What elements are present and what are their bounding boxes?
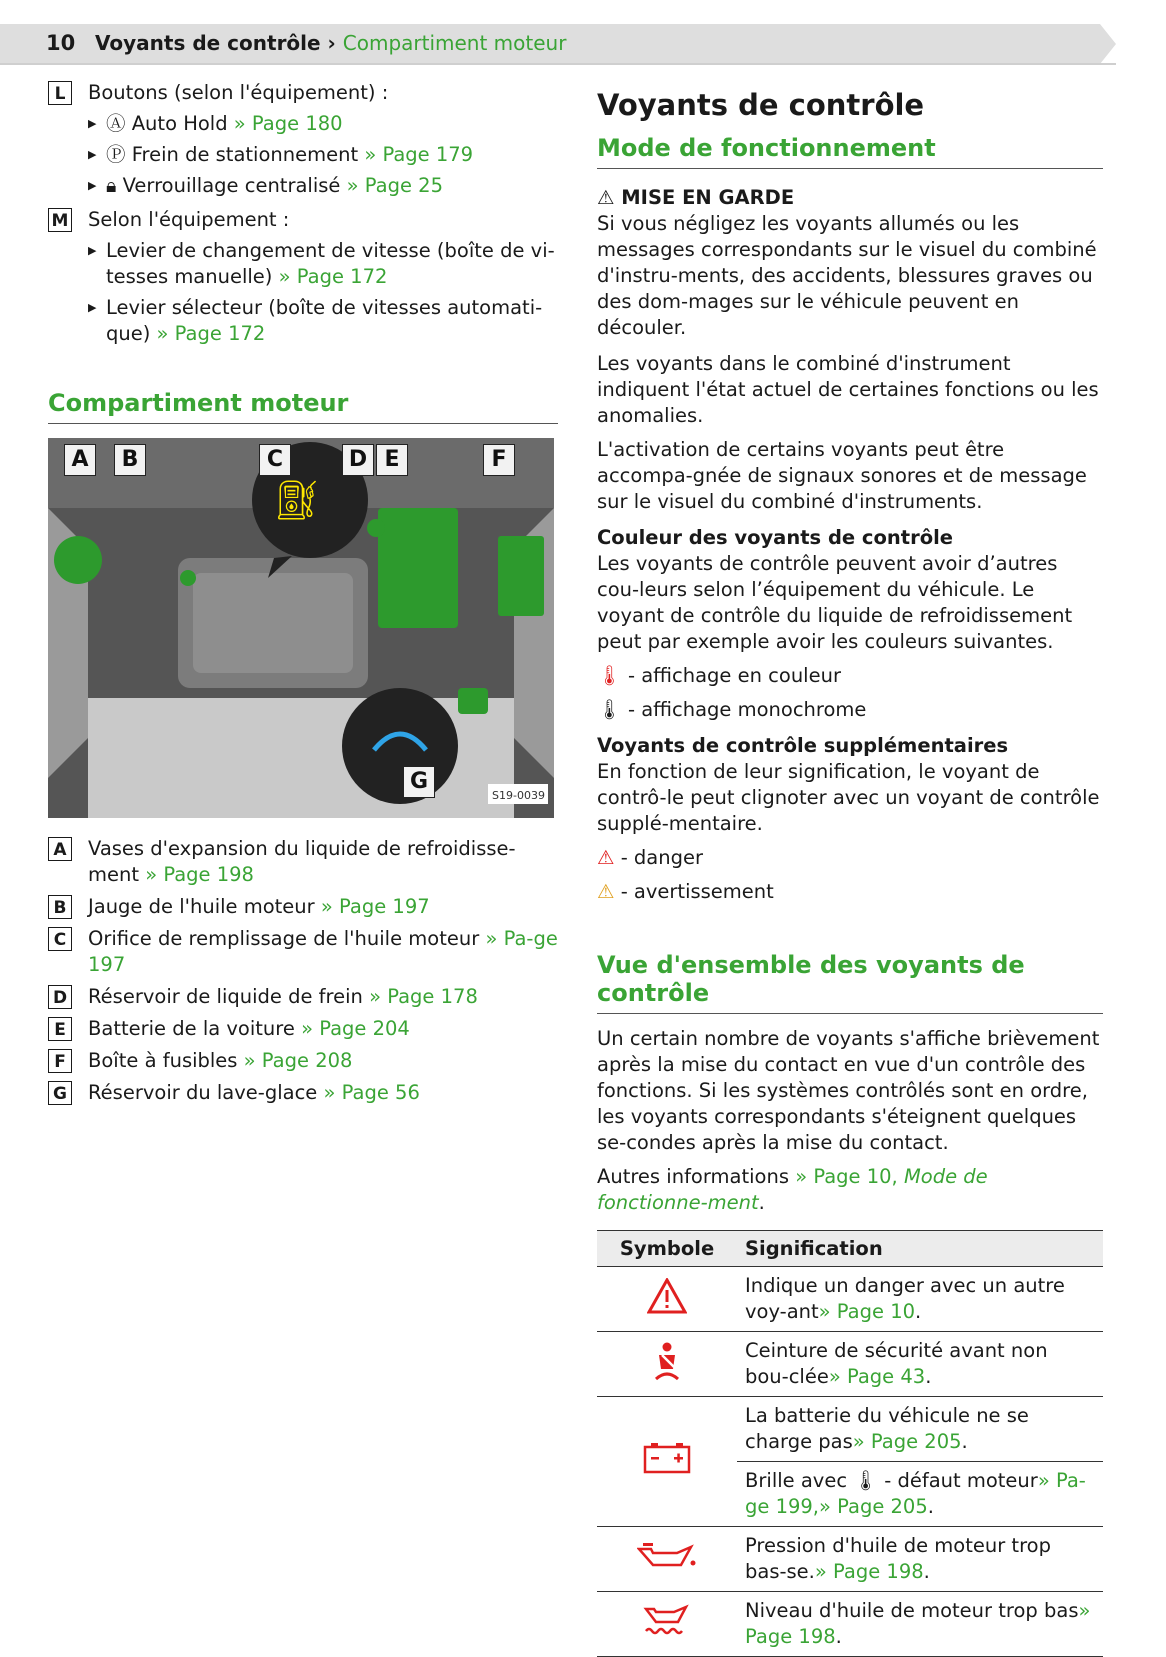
lock-icon: 🔒︎	[106, 174, 117, 197]
page-link[interactable]: » Page 56	[323, 1081, 420, 1104]
page-link[interactable]: » Page 197	[320, 895, 430, 918]
left-column	[48, 80, 558, 1112]
cell-end: .	[961, 1430, 968, 1453]
page-link[interactable]: » Page 172	[278, 265, 388, 288]
color-item	[597, 697, 1103, 723]
parking-brake-icon: Ⓟ	[106, 143, 126, 166]
legend-C	[48, 926, 558, 978]
legend-label: F	[48, 1049, 72, 1073]
engine-illustration	[48, 438, 554, 818]
main-title: Voyants de contrôle	[597, 88, 925, 122]
svg-text:⛽︎: ⛽︎	[273, 478, 322, 522]
legend-text: Selon l'équipement :	[88, 208, 290, 231]
legend-label: M	[48, 208, 72, 232]
legend-text: Boîte à fusibles	[88, 1049, 238, 1072]
cell-end: .	[915, 1300, 922, 1323]
table-cell	[737, 1527, 1103, 1592]
header-underline	[0, 63, 1116, 65]
more-prefix: Autres informations	[597, 1165, 789, 1188]
page-link[interactable]: » Page 172	[156, 322, 266, 345]
engine-figure	[48, 438, 554, 818]
chapter-title: Voyants de contrôle ›	[95, 31, 336, 55]
page-title	[95, 31, 566, 55]
oil-pressure-icon	[597, 1527, 737, 1592]
page-link[interactable]: » Page 180	[233, 112, 343, 135]
figure-tag-B: B	[114, 444, 146, 476]
cell-text: Niveau d'huile de moteur trop bas	[745, 1599, 1079, 1622]
legend-label: C	[48, 927, 72, 951]
cell-end: .	[835, 1625, 842, 1648]
table-row	[597, 1527, 1103, 1592]
legend-text: Batterie de la voiture	[88, 1017, 295, 1040]
battery-icon	[597, 1397, 737, 1527]
symbol-table	[597, 1230, 1103, 1657]
section-title: Vue d'ensemble des voyants de contrôle	[597, 951, 1103, 1014]
danger-triangle-icon	[597, 1267, 737, 1332]
page-link[interactable]: » Pa-ge 197	[88, 927, 558, 976]
list-item	[88, 238, 558, 290]
cell-text: Ceinture de sécurité avant non bou-clée	[745, 1339, 1048, 1388]
figure-tag-D: D	[342, 444, 374, 476]
header-arrow	[1100, 24, 1116, 64]
legend-D	[48, 984, 558, 1010]
page-link-italic[interactable]: Mode de fonctionne-ment	[597, 1165, 988, 1214]
item-text: - avertissement	[620, 880, 774, 903]
supp-item	[597, 879, 1103, 905]
legend-label: D	[48, 985, 72, 1009]
table-header	[597, 1231, 1103, 1267]
table-cell	[737, 1397, 1103, 1462]
list-item	[88, 111, 558, 137]
legend-G	[48, 1080, 558, 1106]
warning-icon: ⚠︎	[597, 880, 615, 903]
page-link[interactable]: » Page 178	[369, 985, 478, 1008]
legend-label: L	[48, 81, 72, 105]
warning-heading	[597, 185, 1103, 211]
page-link[interactable]: » Page 25	[346, 174, 443, 197]
auto-hold-icon: Ⓐ	[106, 112, 126, 135]
list-item	[88, 142, 558, 168]
figure-tag-G: G	[403, 766, 435, 798]
more-end: .	[758, 1191, 765, 1214]
table-row	[597, 1397, 1103, 1462]
coolant-mono-icon: 🌡︎	[853, 1469, 879, 1492]
page-link[interactable]: » Page 204	[301, 1017, 410, 1040]
page-link[interactable]: » Page 43	[828, 1365, 926, 1388]
table-cell	[737, 1267, 1103, 1332]
seatbelt-icon	[597, 1332, 737, 1397]
item-text: Levier sélecteur (boîte de vitesses automati-que)	[106, 296, 543, 345]
legend-L	[48, 80, 558, 199]
legend-label: G	[48, 1081, 72, 1105]
supp-item	[597, 845, 1103, 871]
subheading: Voyants de contrôle supplémentaires	[597, 734, 1009, 757]
paragraph: En fonction de leur signification, le voyant de contrô-le peut clignoter avec un voyant de contrôle supplé-mentaire.	[597, 760, 1100, 835]
page-link[interactable]: » Page 198	[145, 863, 254, 886]
page-number: 10	[46, 31, 76, 55]
item-text: Levier de changement de vitesse (boîte de vi-tesses manuelle)	[106, 239, 555, 288]
legend-list	[48, 836, 558, 1106]
color-item	[597, 663, 1103, 689]
cell-text: Indique un danger avec un autre voy-ant	[745, 1274, 1065, 1323]
table-cell	[737, 1332, 1103, 1397]
page-link[interactable]: » Page 205	[852, 1430, 962, 1453]
column-header: Symbole	[597, 1231, 737, 1267]
legend-label: A	[48, 837, 72, 861]
page-link[interactable]: » Page 10,	[795, 1165, 898, 1188]
section-title: Compartiment moteur	[48, 389, 558, 424]
cell-end: .	[925, 1365, 932, 1388]
paragraph: Les voyants de contrôle peuvent avoir d’autres cou-leurs selon l’équipement du véhicule. Le voyant de contrôle du liquide de refroidissement peut par exemple avoir les couleurs suivantes.	[597, 552, 1073, 653]
warning-title: MISE EN GARDE	[621, 186, 795, 209]
column-header: Signification	[737, 1231, 1103, 1267]
cell-text: Pression d'huile de moteur trop bas-se.	[745, 1534, 1051, 1583]
oil-level-icon	[597, 1592, 737, 1657]
item-text: - affichage monochrome	[627, 698, 867, 721]
cell-text: La batterie du véhicule ne se charge pas	[745, 1404, 1029, 1453]
list-item	[88, 295, 558, 347]
legend-M	[48, 207, 558, 347]
danger-icon: ⚠︎	[597, 846, 615, 869]
table-row	[597, 1267, 1103, 1332]
legend-label: B	[48, 895, 72, 919]
paragraph: Un certain nombre de voyants s'affiche brièvement après la mise du contact en vue d'un contrôle des fonctions. Si les systèmes contrôlés sont en ordre, les voyants correspondants s'éteignent quelques se-condes après la mise du contact.	[597, 1027, 1100, 1154]
paragraph: L'activation de certains voyants peut être accompa-gnée de signaux sonores et de message sur le visuel du combiné d'instruments.	[597, 438, 1087, 513]
legend-A	[48, 836, 558, 888]
item-text: Auto Hold	[131, 112, 228, 135]
table-cell	[737, 1592, 1103, 1657]
legend-F	[48, 1048, 558, 1074]
legend-text: Vases d'expansion du liquide de refroidisse-ment	[88, 837, 516, 886]
table-row	[597, 1592, 1103, 1657]
figure-tag-F: F	[483, 444, 515, 476]
section-title: Mode de fonctionnement	[597, 134, 1103, 169]
section-subtitle: Compartiment moteur	[342, 31, 567, 55]
cell-text: - défaut moteur	[884, 1469, 1038, 1492]
page-link[interactable]: » Page 179	[364, 143, 474, 166]
figure-code: S19-0039	[492, 789, 545, 802]
paragraph: Les voyants dans le combiné d'instrument indiquent l'état actuel de certaines fonctions ou les anomalies.	[597, 352, 1099, 427]
figure-tag-C: C	[259, 444, 291, 476]
figure-tag-A: A	[64, 444, 96, 476]
cell-end: .	[927, 1495, 934, 1518]
legend-text: Réservoir du lave-glace	[88, 1081, 318, 1104]
item-text: - affichage en couleur	[627, 664, 841, 687]
legend-text: Boutons (selon l'équipement) :	[88, 81, 389, 104]
item-text: - danger	[620, 846, 704, 869]
legend-text: Orifice de remplissage de l'huile moteur	[88, 927, 480, 950]
right-column	[597, 80, 1103, 1657]
subheading: Couleur des voyants de contrôle	[597, 526, 953, 549]
legend-text: Réservoir de liquide de frein	[88, 985, 363, 1008]
warning-text: Si vous négligez les voyants allumés ou les messages correspondants sur le visuel du combiné d'instru-ments, des accidents, blessures graves ou des dom-mages sur le véhicule peuvent en découler.	[597, 212, 1097, 339]
table-cell	[737, 1462, 1103, 1527]
page-link[interactable]: » Page 198	[814, 1560, 924, 1583]
coolant-color-icon: 🌡︎	[597, 664, 622, 687]
legend-B	[48, 894, 558, 920]
item-text: Verrouillage centralisé	[122, 174, 341, 197]
item-text: Frein de stationnement	[131, 143, 359, 166]
list-item	[88, 173, 558, 199]
page-link[interactable]: » Page 208	[243, 1049, 353, 1072]
legend-label: E	[48, 1017, 72, 1041]
legend-text: Jauge de l'huile moteur	[88, 895, 315, 918]
page-link[interactable]: » Pa-ge 199,» Page 205	[745, 1469, 1086, 1518]
cell-text: Brille avec	[745, 1469, 848, 1492]
page-link[interactable]: » Page 198	[745, 1599, 1091, 1648]
table-row	[597, 1332, 1103, 1397]
coolant-mono-icon: 🌡︎	[597, 698, 622, 721]
cell-end: .	[923, 1560, 930, 1583]
warning-triangle-icon: ⚠︎	[597, 186, 615, 209]
legend-E	[48, 1016, 558, 1042]
page-link[interactable]: » Page 10	[818, 1300, 916, 1323]
more-info	[597, 1164, 1103, 1216]
figure-tag-E: E	[376, 444, 408, 476]
